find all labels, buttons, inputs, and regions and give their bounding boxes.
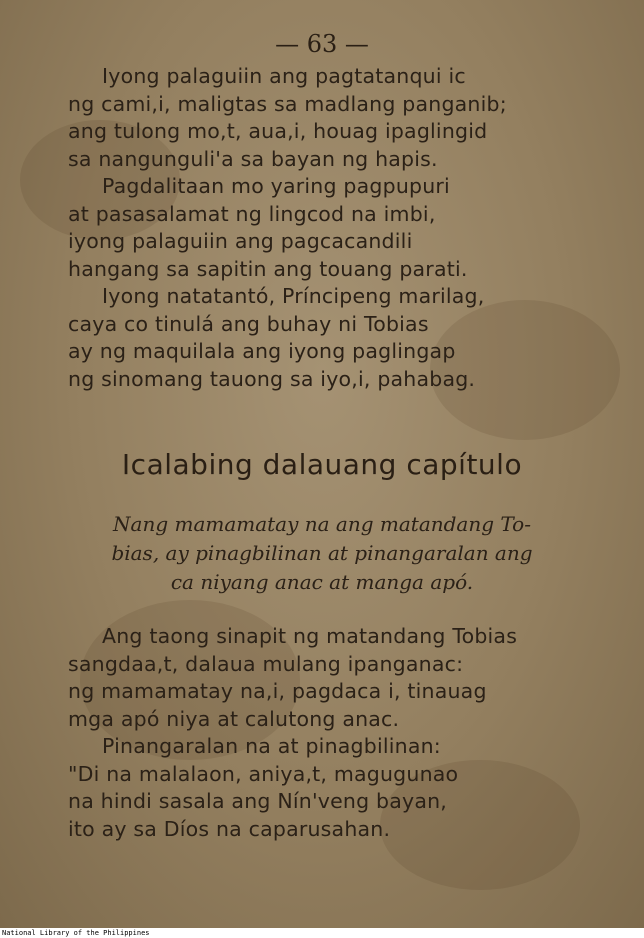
verse-line: ng cami,i, maligtas sa madlang panganib; [68,91,507,116]
library-credit: National Library of the Philippines [2,929,150,937]
verse-line: hangang sa sapitin ang touang parati. [68,256,468,281]
chapter-summary [0,510,644,597]
verse-line: ang tulong mo,t, aua,i, houag ipaglingid [68,119,488,143]
summary-line: bias, ay pinagbilinan at pinangaralan ang [111,541,533,565]
verse-line: Pinangaralan na at pinagbilinan: [102,734,441,758]
verse-line: Pagdalitaan mo yaring pagpupuri [102,174,450,198]
verse-line: at pasasalamat ng lingcod na imbi, [68,201,436,226]
verse-line: Iyong natatantó, Príncipeng marilag, [102,284,485,308]
verse-line: sangdaa,t, dalaua mulang ipanganac: [68,651,464,676]
verse-line: na hindi sasala ang Nín'veng bayan, [68,789,448,813]
verse-line: Ang taong sinapit ng matandang Tobias [102,624,518,648]
stanza-4 [68,623,517,733]
verse-line: caya co tinulá ang buhay ni Tobias [68,311,429,336]
verse-line: ay ng maquilala ang iyong paglingap [68,339,456,363]
summary-line: ca niyang anac at manga apó. [170,570,474,594]
verse-line: Iyong palaguiin ang pagtatanqui ic [102,64,466,88]
page-number: — 63 — [275,30,369,58]
chapter-title: Icalabing dalauang capítulo [121,448,523,481]
stanza-5 [68,733,458,843]
verse-line: sa nangunguli'a sa bayan ng hapis. [68,146,438,171]
verse-line: ng sinomang tauong sa iyo,i, pahabag. [68,366,476,391]
stanza-3 [68,283,484,393]
stanza-2 [68,173,468,283]
summary-line: Nang mamamatay na ang matandang To- [113,512,531,536]
stanza-1 [68,63,507,173]
verse-line: iyong palaguiin ang pagcacandili [68,229,413,253]
verse-line: ito ay sa Díos na caparusahan. [68,816,391,841]
verse-line: ng mamamatay na,i, pagdaca i, tinauag [68,679,487,703]
verse-line: "Di na malalaon, aniya,t, magugunao [68,761,459,786]
verse-line: mga apó niya at calutong anac. [68,706,400,731]
